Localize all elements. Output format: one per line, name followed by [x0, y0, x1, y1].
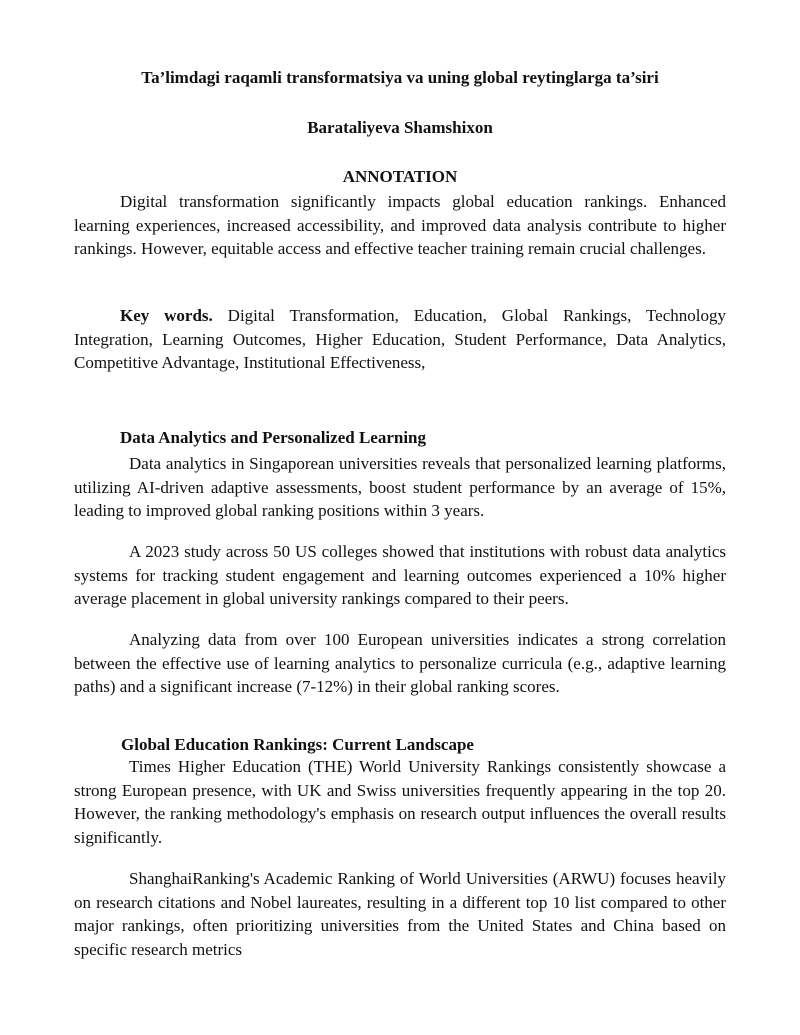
section-heading-data-analytics: Data Analytics and Personalized Learning	[120, 428, 427, 447]
section1-paragraph: Data analytics in Singaporean universities reveals that personalized learning platforms, utilizing AI-driven adaptive assessments, boost student performance by an average of 15%, leading to improved global ranking positions within 3 years.	[74, 454, 726, 520]
keywords-text: Digital Transformation, Education, Global Rankings, Technology Integration, Learning Outcomes, Higher Education, Student Performance, Data Analytics, Competitive Advantage, Institutional Effectiveness,	[74, 306, 726, 372]
keywords-paragraph	[74, 304, 726, 375]
section1-paragraph: Analyzing data from over 100 European universities indicates a strong correlation between the effective use of learning analytics to personalize curricula (e.g., adaptive learning paths) and a significant increase (7-12%) in their global ranking scores.	[74, 630, 726, 696]
document-title: Ta’limdagi raqamli transformatsiya va uning global reytinglarga ta’siri	[141, 68, 659, 87]
annotation-heading: ANNOTATION	[342, 167, 458, 186]
section1-paragraph: A 2023 study across 50 US colleges showed that institutions with robust data analytics systems for tracking student engagement and learning outcomes experienced a 10% higher average placement in global university rankings compared to their peers.	[74, 542, 726, 608]
annotation-text: Digital transformation significantly impacts global education rankings. Enhanced learning experiences, increased accessibility, and improved data analysis contribute to higher rankings. However, equitable access and effective teacher training remain crucial challenges.	[74, 192, 726, 258]
keywords-label: Key words.	[120, 306, 213, 325]
section2-paragraph: Times Higher Education (THE) World University Rankings consistently showcase a strong European presence, with UK and Swiss universities frequently appearing in the top 20. However, the ranking methodology's emphasis on research output influences the overall results significantly.	[74, 757, 726, 847]
section-heading-global-rankings: Global Education Rankings: Current Landscape	[121, 735, 474, 754]
author-name: Barataliyeva Shamshixon	[307, 118, 493, 137]
section2-paragraph: ShanghaiRanking's Academic Ranking of World Universities (ARWU) focuses heavily on research citations and Nobel laureates, resulting in a different top 10 list compared to other major rankings, often prioritizing universities from the United States and China based on specific research metrics	[74, 869, 726, 959]
